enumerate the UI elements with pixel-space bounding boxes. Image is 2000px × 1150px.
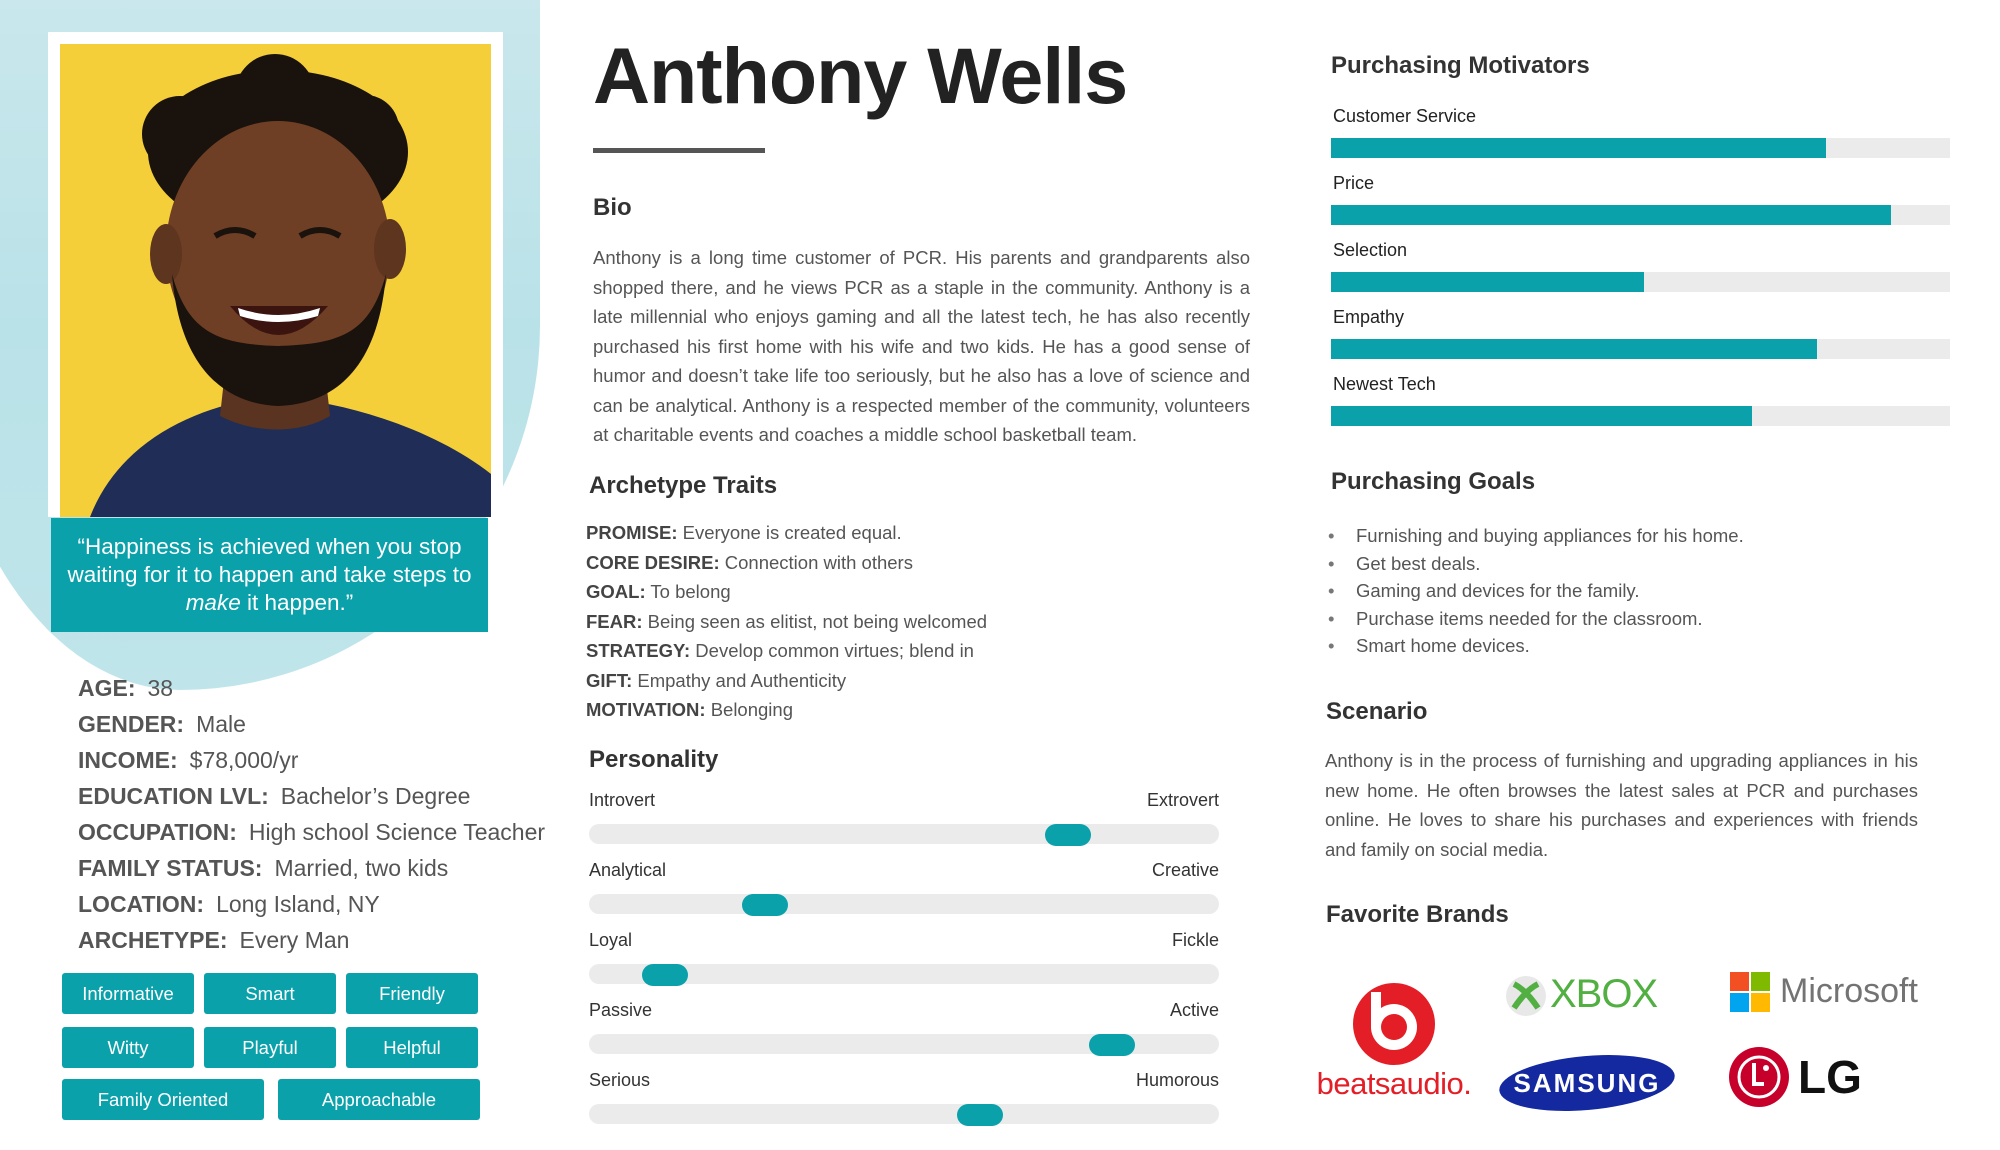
scale-track <box>589 1104 1219 1124</box>
trait-value: Belonging <box>710 699 793 720</box>
goal-item: • Smart home devices. <box>1326 632 1926 660</box>
xbox-wordmark: XBOX <box>1550 972 1658 1016</box>
trait-value: Develop common virtues; blend in <box>695 640 974 661</box>
trait-label: GIFT: <box>586 669 633 691</box>
motivator-price <box>1331 171 1951 238</box>
trait-label: FEAR: <box>586 610 643 632</box>
lg-wordmark: LG <box>1798 1051 1862 1103</box>
scenario-text: Anthony is in the process of furnishing and upgrading appliances in his new home. He often browses the latest sales at PCR and purchases online. He loves to share his purchases and experiences with friends and family on social media. <box>1325 750 1918 860</box>
fact-value: Every Man <box>239 927 350 953</box>
fact-label: INCOME: <box>78 747 178 773</box>
microsoft-wordmark: Microsoft <box>1780 972 1918 1010</box>
brands-heading: Favorite Brands <box>1326 901 1509 928</box>
microsoft-icon <box>1730 972 1770 1012</box>
goal-item: • Purchase items needed for the classroom. <box>1326 605 1926 633</box>
fact-label: OCCUPATION: <box>78 819 237 845</box>
persona-name: Anthony Wells <box>593 31 1128 120</box>
trait-value: Connection with others <box>724 551 913 573</box>
trait-value: To belong <box>650 581 731 602</box>
samsung-wordmark: SAMSUNG <box>1513 1068 1661 1098</box>
goals-heading: Purchasing Goals <box>1331 468 1536 495</box>
motivator-bar <box>1331 272 1644 292</box>
brand-microsoft-logo <box>1730 970 1930 1020</box>
trait-label: MOTIVATION: <box>586 699 706 720</box>
tag-informative: Informative <box>62 973 194 1014</box>
trait-core-desire <box>586 548 1146 578</box>
scale-track <box>589 824 1219 844</box>
quote-emphasis: make <box>185 590 241 615</box>
name-divider <box>593 148 765 153</box>
motivator-selection <box>1331 238 1951 305</box>
bio-text: Anthony is a long time customer of PCR. His parents and grandparents also shopped there, and he views PCR as a staple in the community. Anthony is a late millennial who enjoys gaming and all the latest tech, he has also recently purchased his first home with his wife and two kids. He has a good sense of humor and doesn’t take life too seriously, but he also has a love of science and can be analytical. Anthony is a respected member of the community, volunteers at charitable events and coaches a middle school basketball team. <box>593 247 1250 445</box>
quote-text-end: it happen.” <box>240 590 354 615</box>
scale-right-label: Creative <box>1151 860 1219 880</box>
scale-marker <box>642 964 688 986</box>
profile-photo-frame <box>48 32 503 517</box>
personality-heading: Personality <box>589 746 719 773</box>
persona-quote <box>51 518 488 632</box>
fact-education <box>78 778 558 814</box>
scale-left-label: Loyal <box>589 930 633 950</box>
tag-playful: Playful <box>204 1027 336 1068</box>
scale-marker <box>957 1104 1003 1126</box>
motivator-bar <box>1331 339 1817 359</box>
scale-left-label: Introvert <box>589 790 656 810</box>
fact-value: Bachelor’s Degree <box>280 783 471 809</box>
scale-track <box>589 894 1219 914</box>
motivator-empathy <box>1331 305 1951 372</box>
fact-value: $78,000/yr <box>189 747 299 773</box>
trait-value: Everyone is created equal. <box>682 522 902 543</box>
fact-location <box>78 886 558 922</box>
scale-marker <box>1089 1034 1135 1056</box>
trait-label: GOAL: <box>586 581 646 602</box>
purchasing-goals-list <box>1326 522 1926 660</box>
brand-samsung-logo <box>1497 1052 1677 1114</box>
fact-label: EDUCATION LVL: <box>78 783 269 809</box>
trait-fear <box>586 607 1146 637</box>
motivator-bar <box>1331 205 1891 225</box>
demographics-list <box>78 670 558 958</box>
fact-archetype <box>78 922 558 958</box>
scale-right-label: Active <box>1169 1000 1219 1020</box>
quote-text-start: “Happiness is achieved when you stop waiting for it to happen and take steps to <box>67 534 472 587</box>
motivators-heading: Purchasing Motivators <box>1331 52 1590 79</box>
scale-right-label: Fickle <box>1171 930 1219 950</box>
motivator-bar <box>1331 138 1826 158</box>
fact-age <box>78 670 558 706</box>
goal-item: • Furnishing and buying appliances for his home. <box>1326 522 1926 550</box>
trait-value: Being seen as elitist, not being welcomed <box>647 610 988 632</box>
fact-value: Married, two kids <box>274 855 449 881</box>
tag-witty: Witty <box>62 1027 194 1068</box>
xbox-icon <box>1504 974 1548 1018</box>
motivator-label: Price <box>1333 173 1375 193</box>
motivator-customer-service <box>1331 104 1951 171</box>
tag-friendly: Friendly <box>346 973 478 1014</box>
lg-icon <box>1728 1046 1790 1108</box>
motivator-bar <box>1331 406 1752 426</box>
fact-occupation <box>78 814 558 850</box>
fact-value: 38 <box>147 675 174 701</box>
goal-item: • Get best deals. <box>1326 550 1926 578</box>
scale-analytical-creative <box>589 860 1219 930</box>
fact-value: Male <box>196 711 246 737</box>
fact-value: High school Science Teacher <box>248 819 546 845</box>
fact-label: GENDER: <box>78 711 185 737</box>
beats-wordmark: beatsaudio. <box>1316 1066 1472 1101</box>
motivator-newest-tech <box>1331 372 1951 439</box>
archetype-traits <box>586 518 1146 725</box>
personality-scales <box>589 790 1219 1140</box>
scale-marker <box>1045 824 1091 846</box>
fact-income <box>78 742 558 778</box>
scale-introvert-extrovert <box>589 790 1219 860</box>
profile-photo <box>60 44 491 517</box>
trait-label: STRATEGY: <box>586 640 691 661</box>
fact-family-status <box>78 850 558 886</box>
trait-label: PROMISE: <box>586 522 678 543</box>
motivator-label: Empathy <box>1333 307 1405 327</box>
scale-loyal-fickle <box>589 930 1219 1000</box>
trait-label: CORE DESIRE: <box>586 551 720 573</box>
trait-strategy <box>586 636 1146 666</box>
brand-xbox-logo <box>1504 970 1674 1024</box>
scenario-heading: Scenario <box>1326 698 1428 725</box>
tag-helpful: Helpful <box>346 1027 478 1068</box>
scale-left-label: Serious <box>589 1070 651 1090</box>
trait-value: Empathy and Authenticity <box>637 669 847 691</box>
motivator-label: Customer Service <box>1333 106 1477 126</box>
fact-label: ARCHETYPE: <box>78 927 228 953</box>
bio-heading: Bio <box>593 194 632 221</box>
scale-passive-active <box>589 1000 1219 1070</box>
scale-serious-humorous <box>589 1070 1219 1140</box>
brand-lg-logo <box>1728 1046 1878 1110</box>
fact-gender <box>78 706 558 742</box>
trait-gift <box>586 666 1146 696</box>
goal-item: • Gaming and devices for the family. <box>1326 577 1926 605</box>
tag-smart: Smart <box>204 973 336 1014</box>
fact-label: AGE: <box>78 675 136 701</box>
fact-label: LOCATION: <box>78 891 205 917</box>
scale-marker <box>742 894 788 916</box>
scale-right-label: Humorous <box>1135 1070 1219 1090</box>
archetype-heading: Archetype Traits <box>589 472 778 499</box>
scale-right-label: Extrovert <box>1146 790 1219 810</box>
motivator-label: Selection <box>1333 240 1408 260</box>
scale-left-label: Analytical <box>589 860 667 880</box>
scale-left-label: Passive <box>589 1000 653 1020</box>
brand-beats-logo <box>1308 982 1480 1102</box>
fact-label: FAMILY STATUS: <box>78 855 263 881</box>
motivator-label: Newest Tech <box>1333 374 1436 394</box>
tag-approachable: Approachable <box>278 1079 480 1120</box>
trait-promise <box>586 518 1146 548</box>
purchasing-motivators <box>1331 104 1951 439</box>
trait-goal <box>586 577 1146 607</box>
trait-motivation <box>586 695 1146 725</box>
fact-value: Long Island, NY <box>216 891 380 917</box>
tag-family-oriented: Family Oriented <box>62 1079 264 1120</box>
